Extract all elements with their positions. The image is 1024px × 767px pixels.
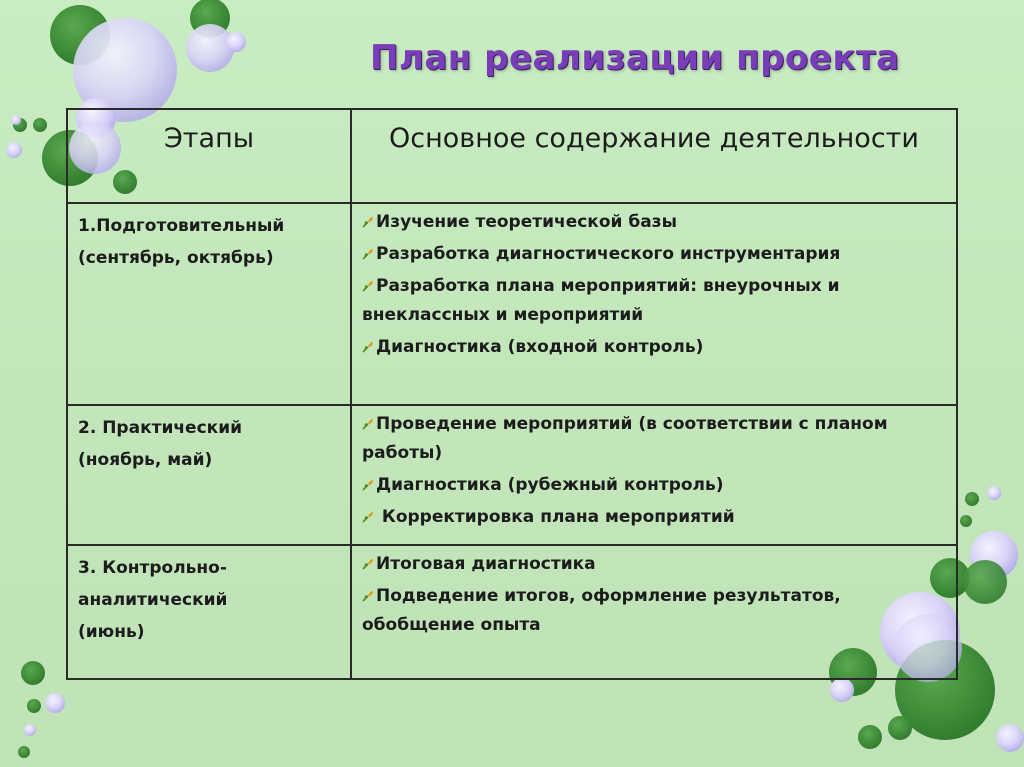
bubble [33, 118, 47, 132]
header-stages: Этапы [67, 109, 351, 203]
activity-text: Изучение теоретической базы [376, 212, 677, 232]
leaf-bullet-icon [362, 583, 374, 595]
stage-period: (июнь) [78, 622, 145, 642]
stage-name: 1.Подготовительный [78, 216, 285, 236]
bubble [27, 699, 41, 713]
bubble [960, 515, 972, 527]
stage-name: 3. Контрольно- [78, 558, 227, 578]
bubble [24, 724, 36, 736]
slide-title: План реализации проекта [370, 38, 900, 78]
bubble [186, 24, 234, 72]
activity-text: Итоговая диагностика [376, 554, 596, 574]
bubble [21, 661, 45, 685]
table-row [67, 203, 957, 405]
activity-item [362, 582, 946, 640]
leaf-bullet-icon [362, 241, 374, 253]
activity-text: Диагностика (входной контроль) [376, 337, 704, 357]
stage-name-cont: аналитический [78, 590, 228, 610]
bubble [45, 693, 65, 713]
leaf-bullet-icon [362, 334, 374, 346]
activity-item [362, 550, 946, 579]
header-content: Основное содержание деятельности [351, 109, 957, 203]
bubble [963, 560, 1007, 604]
activity-item [362, 410, 946, 468]
activity-text: Корректировка плана мероприятий [376, 507, 735, 527]
bubble [965, 492, 979, 506]
stage-period: (ноябрь, май) [78, 450, 213, 470]
leaf-bullet-icon [362, 209, 374, 221]
bubble [226, 32, 246, 52]
bubble [888, 716, 912, 740]
leaf-bullet-icon [362, 504, 374, 516]
activity-text: Диагностика (рубежный контроль) [376, 475, 724, 495]
bubble [858, 725, 882, 749]
leaf-bullet-icon [362, 551, 374, 563]
leaf-bullet-icon [362, 273, 374, 285]
leaf-bullet-icon [362, 411, 374, 423]
activity-item [362, 503, 946, 532]
activity-item [362, 272, 946, 330]
bubble [18, 746, 30, 758]
leaf-bullet-icon [362, 472, 374, 484]
activity-text: Подведение итогов, оформление результатов, обобщение опыта [362, 586, 841, 635]
stage-cell [67, 203, 351, 405]
activities-cell [351, 405, 957, 545]
activity-text: Проведение мероприятий (в соответствии с планом работы) [362, 414, 888, 463]
bubble [11, 115, 21, 125]
bubble [6, 142, 22, 158]
activity-text: Разработка плана мероприятий: внеурочных и внеклассных и мероприятий [362, 276, 840, 325]
bubble [987, 486, 1001, 500]
activity-item [362, 208, 946, 237]
stage-name: 2. Практический [78, 418, 243, 438]
stage-cell [67, 405, 351, 545]
activities-cell [351, 203, 957, 405]
table-row [67, 545, 957, 679]
project-plan-table [66, 108, 958, 680]
activity-item [362, 471, 946, 500]
activities-cell [351, 545, 957, 679]
stage-cell [67, 545, 351, 679]
table-header-row [67, 109, 957, 203]
activity-text: Разработка диагностического инструментария [376, 244, 841, 264]
bubble [996, 724, 1024, 752]
stage-period: (сентябрь, октябрь) [78, 248, 274, 268]
activity-item [362, 333, 946, 362]
table-row [67, 405, 957, 545]
activity-item [362, 240, 946, 269]
bubble [830, 678, 854, 702]
